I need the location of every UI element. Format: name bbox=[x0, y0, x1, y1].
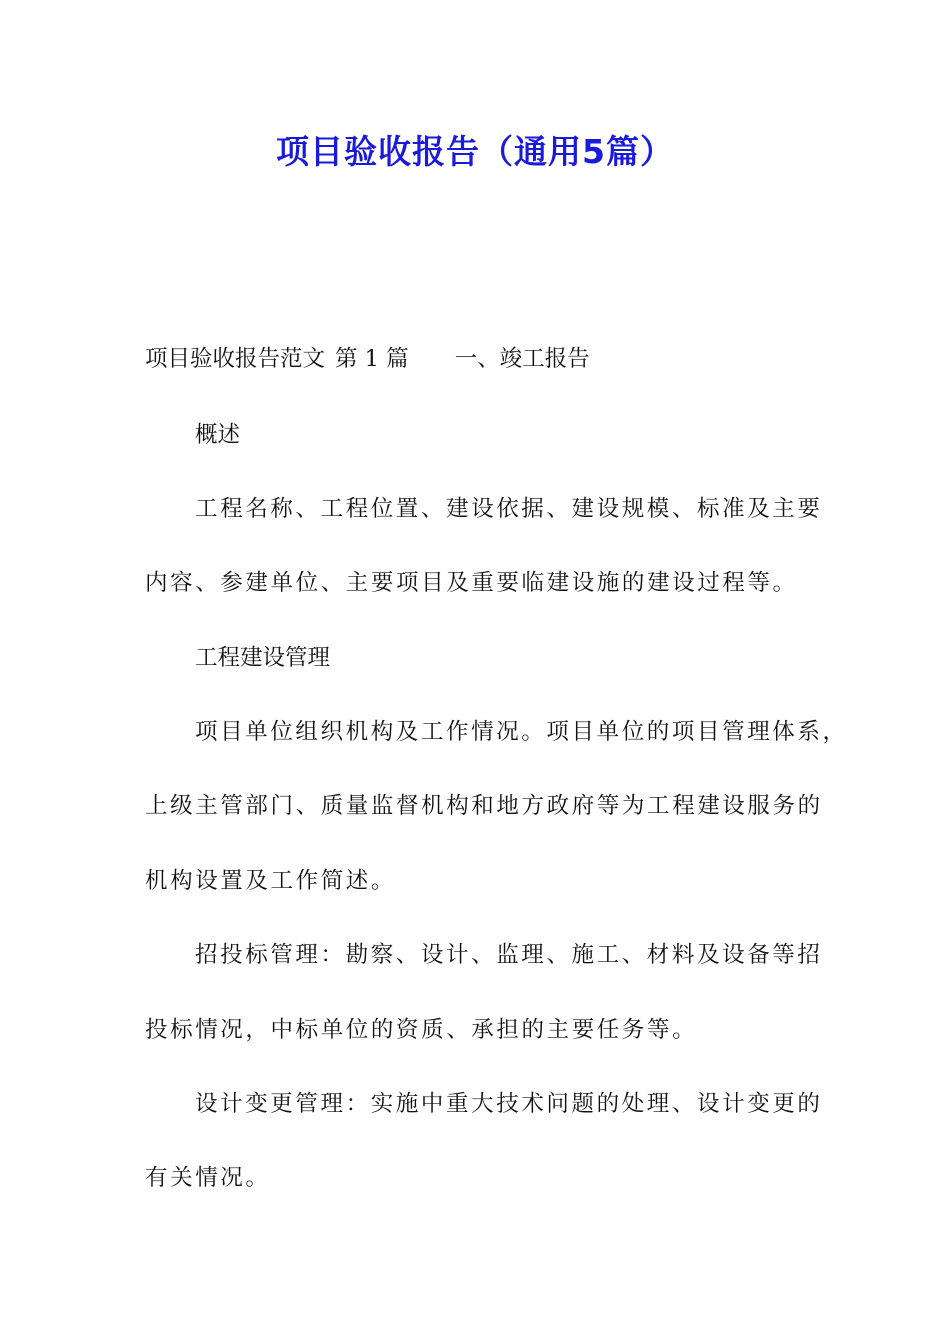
heading-subtitle: 一、竣工报告 bbox=[454, 346, 590, 372]
paragraph-line: 内容、参建单位、主要项目及重要临建设施的建设过程等。 bbox=[145, 570, 798, 596]
paragraph-line: 有关情况。 bbox=[145, 1165, 271, 1191]
paragraph-line: 设计变更管理：实施中重大技术问题的处理、设计变更的 bbox=[195, 1091, 823, 1117]
paragraph-line: 工程名称、工程位置、建设依据、建设规模、标准及主要 bbox=[195, 496, 823, 522]
section-heading bbox=[145, 342, 825, 376]
paragraph-line: 招投标管理：勘察、设计、监理、施工、材料及设备等招 bbox=[195, 942, 823, 968]
paragraph-overview: 概述 bbox=[195, 422, 241, 448]
paragraph-line: 投标情况，中标单位的资质、承担的主要任务等。 bbox=[145, 1017, 698, 1043]
paragraph-line: 上级主管部门、质量监督机构和地方政府等为工程建设服务的 bbox=[145, 793, 823, 819]
document-title: 项目验收报告（通用5篇） bbox=[276, 132, 674, 171]
paragraph-line: 项目单位组织机构及工作情况。项目单位的项目管理体系， bbox=[195, 719, 848, 745]
paragraph-construction-management: 工程建设管理 bbox=[195, 645, 331, 671]
heading-label: 项目验收报告范文 bbox=[145, 346, 326, 372]
heading-section-number: 第 1 篇 bbox=[335, 346, 409, 372]
paragraph-line: 机构设置及工作简述。 bbox=[145, 868, 397, 894]
